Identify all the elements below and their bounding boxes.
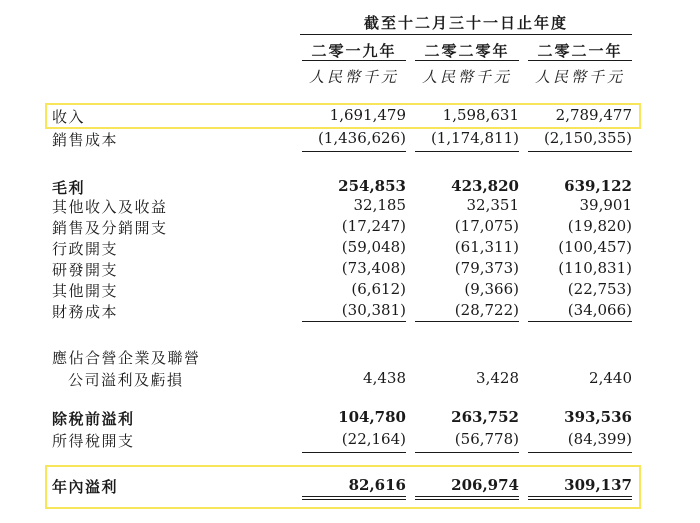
net-line-2021 <box>528 452 632 453</box>
row-finance-costs-2020: (28,722) <box>454 301 519 319</box>
pretax-line-2021 <box>528 321 632 322</box>
row-profit-before-tax-2019: 104,780 <box>338 408 406 426</box>
double-underline-2021-a <box>528 496 632 497</box>
row-admin-expenses-label: 行政開支 <box>52 240 119 258</box>
row-revenue-2021: 2,789,477 <box>555 106 632 124</box>
row-gross-profit-2020: 423,820 <box>451 177 519 195</box>
row-gross-profit-label: 毛利 <box>52 179 86 197</box>
row-profit-before-tax-label: 除稅前溢利 <box>52 410 135 428</box>
double-underline-2019-a <box>302 496 406 497</box>
subtotal-line-2019 <box>302 151 406 152</box>
row-share-of-jv-label-line1: 應佔合營企業及聯營 <box>52 349 201 367</box>
row-share-of-jv-2021: 2,440 <box>589 369 632 387</box>
row-revenue-2019: 1,691,479 <box>329 106 406 124</box>
row-other-income-2020: 32,351 <box>466 196 519 214</box>
row-cost-of-sales-2020: (1,174,811) <box>430 129 519 147</box>
row-finance-costs-2021: (34,066) <box>567 301 632 319</box>
year-2020-header: 二零二零年 <box>424 42 510 60</box>
row-other-income-label: 其他收入及收益 <box>52 198 168 216</box>
unit-2021: 人民幣千元 <box>534 68 625 86</box>
row-income-tax-2019: (22,164) <box>341 430 406 448</box>
row-other-expenses-label: 其他開支 <box>52 282 119 300</box>
row-profit-for-year-2021: 309,137 <box>564 476 632 494</box>
row-rd-expenses-2019: (73,408) <box>341 259 406 277</box>
pretax-line-2019 <box>302 321 406 322</box>
row-profit-for-year-2019: 82,616 <box>348 476 406 494</box>
row-selling-expenses-2019: (17,247) <box>341 217 406 235</box>
period-underline <box>300 34 632 35</box>
double-underline-2020-b <box>415 499 519 500</box>
row-other-expenses-2021: (22,753) <box>567 280 632 298</box>
period-heading: 截至十二月三十一日止年度 <box>363 14 568 32</box>
row-selling-expenses-2020: (17,075) <box>454 217 519 235</box>
row-cost-of-sales-2021: (2,150,355) <box>543 129 632 147</box>
row-income-tax-2021: (84,399) <box>567 430 632 448</box>
double-underline-2019-b <box>302 499 406 500</box>
net-line-2019 <box>302 452 406 453</box>
double-underline-2021-b <box>528 499 632 500</box>
pretax-line-2020 <box>415 321 519 322</box>
row-other-income-2019: 32,185 <box>353 196 406 214</box>
year-2021-header: 二零二一年 <box>537 42 623 60</box>
year-2020-underline <box>415 60 519 61</box>
row-rd-expenses-label: 研發開支 <box>52 261 119 279</box>
net-line-2020 <box>415 452 519 453</box>
row-other-expenses-2019: (6,612) <box>351 280 406 298</box>
row-share-of-jv-2020: 3,428 <box>476 369 519 387</box>
row-gross-profit-2019: 254,853 <box>338 177 406 195</box>
row-cost-of-sales-label: 銷售成本 <box>52 131 119 149</box>
year-2021-underline <box>528 60 632 61</box>
row-cost-of-sales-2019: (1,436,626) <box>317 129 406 147</box>
year-2019-header: 二零一九年 <box>311 42 397 60</box>
row-profit-for-year-label: 年內溢利 <box>52 478 119 496</box>
row-rd-expenses-2020: (79,373) <box>454 259 519 277</box>
subtotal-line-2020 <box>415 151 519 152</box>
row-gross-profit-2021: 639,122 <box>564 177 632 195</box>
row-finance-costs-2019: (30,381) <box>341 301 406 319</box>
row-revenue-label: 收入 <box>52 108 86 126</box>
subtotal-line-2021 <box>528 151 632 152</box>
row-admin-expenses-2019: (59,048) <box>341 238 406 256</box>
unit-2020: 人民幣千元 <box>421 68 512 86</box>
row-profit-before-tax-2020: 263,752 <box>451 408 519 426</box>
row-revenue-2020: 1,598,631 <box>442 106 519 124</box>
row-admin-expenses-2020: (61,311) <box>454 238 519 256</box>
double-underline-2020-a <box>415 496 519 497</box>
year-2019-underline <box>302 60 406 61</box>
row-other-expenses-2020: (9,366) <box>464 280 519 298</box>
row-selling-expenses-2021: (19,820) <box>567 217 632 235</box>
row-finance-costs-label: 財務成本 <box>52 303 119 321</box>
unit-2019: 人民幣千元 <box>308 68 399 86</box>
row-share-of-jv-label-line2: 公司溢利及虧損 <box>68 371 184 389</box>
row-share-of-jv-2019: 4,438 <box>363 369 406 387</box>
row-profit-before-tax-2021: 393,536 <box>564 408 632 426</box>
row-income-tax-label: 所得稅開支 <box>52 432 135 450</box>
row-income-tax-2020: (56,778) <box>454 430 519 448</box>
row-other-income-2021: 39,901 <box>579 196 632 214</box>
row-admin-expenses-2021: (100,457) <box>558 238 632 256</box>
row-rd-expenses-2021: (110,831) <box>558 259 632 277</box>
row-profit-for-year-2020: 206,974 <box>451 476 519 494</box>
row-selling-expenses-label: 銷售及分銷開支 <box>52 219 168 237</box>
